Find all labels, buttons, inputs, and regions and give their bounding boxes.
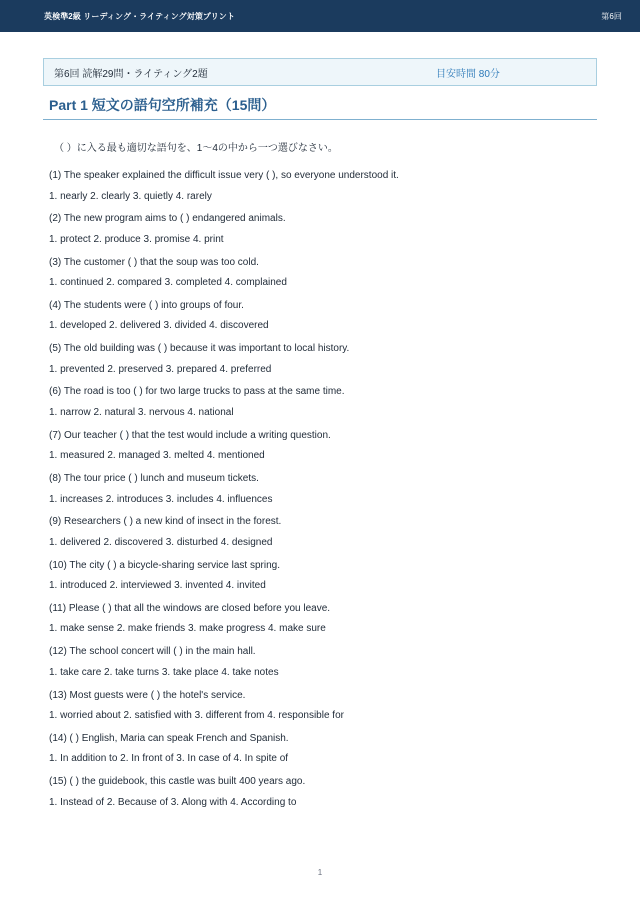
question-stem: (9) Researchers ( ) a new kind of insect in the forest.	[49, 516, 282, 528]
question-stem: (1) The speaker explained the difficult issue very ( ), so everyone understood it.	[49, 170, 399, 181]
question-item	[49, 210, 609, 253]
question-list	[49, 167, 609, 816]
info-time: 目安時間 80分	[436, 68, 500, 80]
question-item	[49, 383, 609, 426]
question-choices: 1. worried about 2. satisfied with 3. different from 4. responsible for	[49, 710, 344, 722]
question-stem: (3) The customer ( ) that the soup was too cold.	[49, 256, 259, 268]
question-stem: (12) The school concert will ( ) in the main hall.	[49, 646, 256, 658]
question-choices: 1. measured 2. managed 3. melted 4. mentioned	[49, 450, 265, 462]
title-divider	[43, 119, 597, 120]
question-choices: 1. increases 2. introduces 3. includes 4. influences	[49, 493, 273, 505]
question-stem: (8) The tour price ( ) lunch and museum tickets.	[49, 473, 259, 485]
question-choices: 1. introduced 2. interviewed 3. invented 4. invited	[49, 580, 266, 592]
question-stem: (5) The old building was ( ) because it was important to local history.	[49, 343, 350, 355]
question-choices: 1. In addition to 2. In front of 3. In case of 4. In spite of	[49, 753, 289, 765]
question-stem: (14) ( ) English, Maria can speak French and Spanish.	[49, 732, 289, 744]
question-item	[49, 730, 609, 773]
question-item	[49, 600, 609, 643]
question-choices: 1. Instead of 2. Because of 3. Along with 4. According to	[49, 796, 297, 808]
question-choices: 1. make sense 2. make friends 3. make progress 4. make sure	[49, 623, 326, 635]
question-item	[49, 297, 609, 340]
question-stem: (13) Most guests were ( ) the hotel's service.	[49, 689, 246, 701]
header-round: 第6回	[601, 11, 622, 21]
question-item	[49, 687, 609, 730]
question-stem: (11) Please ( ) that all the windows are closed before you leave.	[49, 602, 331, 614]
question-choices: 1. take care 2. take turns 3. take place 4. take notes	[49, 666, 279, 678]
question-choices: 1. prevented 2. preserved 3. prepared 4. preferred	[49, 363, 272, 375]
question-choices: 1. nearly 2. clearly 3. quietly 4. rarely	[49, 190, 212, 202]
question-item	[49, 167, 609, 210]
page-header	[0, 0, 640, 32]
page-number: 1	[317, 868, 323, 877]
question-item	[49, 254, 609, 297]
info-box	[43, 58, 597, 86]
question-stem: (15) ( ) the guidebook, this castle was built 400 years ago.	[49, 776, 306, 788]
question-item	[49, 773, 609, 816]
question-choices: 1. delivered 2. discovered 3. disturbed 4. designed	[49, 536, 273, 548]
question-item	[49, 557, 609, 600]
question-choices: 1. continued 2. compared 3. completed 4. complained	[49, 277, 287, 289]
question-stem: (6) The road is too ( ) for two large trucks to pass at the same time.	[49, 386, 345, 398]
question-choices: 1. narrow 2. natural 3. nervous 4. national	[49, 406, 234, 418]
question-item	[49, 513, 609, 556]
info-label: 第6回 読解29問・ライティング2題	[54, 68, 208, 80]
header-title: 英検準2級 リーディング・ライティング対策プリント	[44, 11, 236, 21]
question-stem: (10) The city ( ) a bicycle-sharing service last spring.	[49, 559, 281, 571]
question-choices: 1. developed 2. delivered 3. divided 4. discovered	[49, 320, 269, 332]
question-stem: (4) The students were ( ) into groups of four.	[49, 299, 244, 311]
instruction-text: （ ）に入る最も適切な語句を、1〜4の中から一つ選びなさい。	[54, 143, 338, 154]
question-choices: 1. protect 2. produce 3. promise 4. print	[49, 233, 224, 245]
question-stem: (7) Our teacher ( ) that the test would include a writing question.	[49, 429, 331, 441]
question-item	[49, 340, 609, 383]
question-item	[49, 470, 609, 513]
part-title: Part 1 短文の語句空所補充（15問）	[49, 97, 276, 113]
question-stem: (2) The new program aims to ( ) endangered animals.	[49, 213, 286, 225]
question-item	[49, 643, 609, 686]
question-item	[49, 427, 609, 470]
